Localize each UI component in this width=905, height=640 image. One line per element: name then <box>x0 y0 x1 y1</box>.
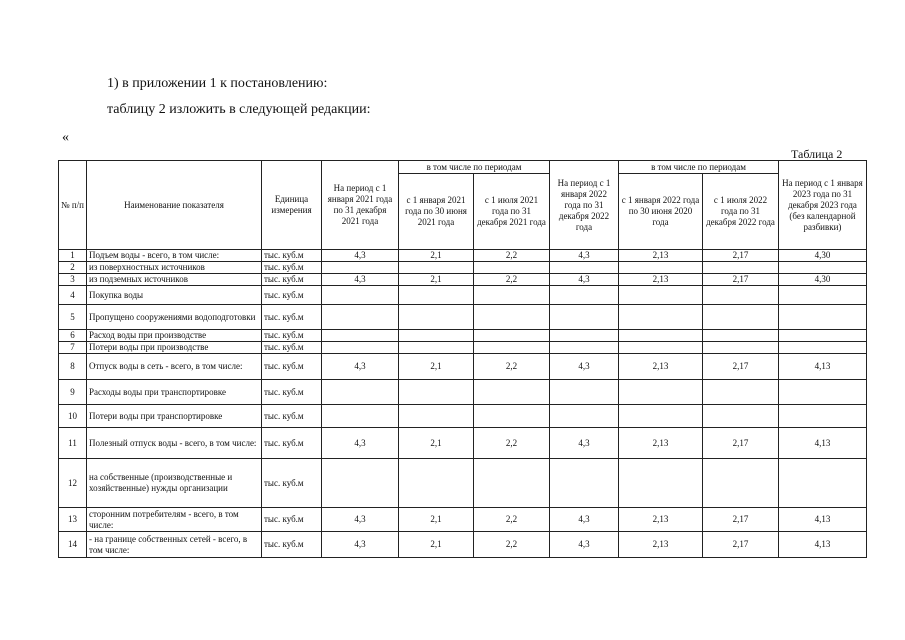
value-cell <box>474 405 550 428</box>
value-cell <box>474 330 550 342</box>
value-cell <box>322 286 399 305</box>
indicator-name: сторонним потребителям - всего, в том числе: <box>87 508 262 532</box>
value-cell: 2,1 <box>399 274 474 286</box>
value-cell <box>779 262 867 274</box>
header-name: Наименование показателя <box>87 161 262 250</box>
header-group-2021: в том числе по периодам <box>399 161 550 174</box>
table-row <box>59 330 867 342</box>
value-cell: 4,30 <box>779 250 867 262</box>
value-cell: 2,13 <box>619 428 703 459</box>
value-cell: 4,3 <box>550 250 619 262</box>
header-2022-first-half: с 1 января 2022 года по 30 июня 2020 года <box>619 174 703 250</box>
value-cell <box>399 305 474 330</box>
unit-cell: тыс. куб.м <box>262 508 322 532</box>
value-cell <box>703 342 779 354</box>
value-cell <box>474 342 550 354</box>
value-cell: 4,13 <box>779 508 867 532</box>
table-row <box>59 286 867 305</box>
header-period-2022: На период с 1 января 2022 года по 31 декабря 2022 года <box>550 161 619 250</box>
value-cell: 2,1 <box>399 428 474 459</box>
table-row <box>59 305 867 330</box>
row-number: 1 <box>59 250 87 262</box>
value-cell <box>550 286 619 305</box>
row-number: 4 <box>59 286 87 305</box>
value-cell <box>619 380 703 405</box>
value-cell <box>550 459 619 508</box>
value-cell <box>703 380 779 405</box>
value-cell <box>322 405 399 428</box>
value-cell <box>779 380 867 405</box>
value-cell: 4,3 <box>550 354 619 380</box>
header-2021-first-half: с 1 января 2021 года по 30 июня 2021 года <box>399 174 474 250</box>
value-cell: 4,3 <box>322 532 399 558</box>
value-cell: 2,1 <box>399 354 474 380</box>
unit-cell: тыс. куб.м <box>262 459 322 508</box>
table-row <box>59 274 867 286</box>
unit-cell: тыс. куб.м <box>262 380 322 405</box>
value-cell <box>550 405 619 428</box>
value-cell <box>322 262 399 274</box>
value-cell: 2,2 <box>474 354 550 380</box>
value-cell <box>550 342 619 354</box>
unit-cell: тыс. куб.м <box>262 428 322 459</box>
value-cell <box>550 305 619 330</box>
unit-cell: тыс. куб.м <box>262 286 322 305</box>
value-cell <box>619 305 703 330</box>
unit-cell: тыс. куб.м <box>262 342 322 354</box>
value-cell: 4,3 <box>550 532 619 558</box>
row-number: 14 <box>59 532 87 558</box>
value-cell: 2,2 <box>474 274 550 286</box>
value-cell: 4,3 <box>322 508 399 532</box>
value-cell <box>399 380 474 405</box>
value-cell <box>550 380 619 405</box>
header-number: № п/п <box>59 161 87 250</box>
value-cell <box>550 262 619 274</box>
indicators-table <box>58 160 867 558</box>
value-cell <box>399 342 474 354</box>
value-cell: 2,17 <box>703 354 779 380</box>
table-row <box>59 262 867 274</box>
value-cell: 4,13 <box>779 354 867 380</box>
unit-cell: тыс. куб.м <box>262 305 322 330</box>
indicator-name: - на границе собственных сетей - всего, в том числе: <box>87 532 262 558</box>
value-cell: 4,13 <box>779 428 867 459</box>
value-cell: 2,1 <box>399 532 474 558</box>
value-cell: 2,17 <box>703 508 779 532</box>
value-cell <box>779 305 867 330</box>
value-cell: 2,13 <box>619 532 703 558</box>
unit-cell: тыс. куб.м <box>262 262 322 274</box>
value-cell: 4,3 <box>550 428 619 459</box>
value-cell <box>399 286 474 305</box>
indicator-name: Потери воды при производстве <box>87 342 262 354</box>
table-caption: Таблица 2 <box>791 147 843 161</box>
value-cell: 4,13 <box>779 532 867 558</box>
value-cell <box>619 286 703 305</box>
value-cell <box>322 305 399 330</box>
row-number: 3 <box>59 274 87 286</box>
value-cell: 2,2 <box>474 428 550 459</box>
value-cell: 4,30 <box>779 274 867 286</box>
indicator-name: из поверхностных источников <box>87 262 262 274</box>
indicator-name: Покупка воды <box>87 286 262 305</box>
value-cell <box>703 262 779 274</box>
value-cell <box>703 286 779 305</box>
value-cell: 2,13 <box>619 250 703 262</box>
value-cell <box>703 405 779 428</box>
value-cell: 2,17 <box>703 274 779 286</box>
value-cell: 2,13 <box>619 274 703 286</box>
value-cell <box>474 459 550 508</box>
value-cell: 4,3 <box>550 508 619 532</box>
value-cell: 2,17 <box>703 428 779 459</box>
value-cell: 4,3 <box>322 354 399 380</box>
table-row <box>59 508 867 532</box>
unit-cell: тыс. куб.м <box>262 250 322 262</box>
value-cell: 4,3 <box>550 274 619 286</box>
value-cell <box>399 459 474 508</box>
indicator-name: Расходы воды при транспортировке <box>87 380 262 405</box>
value-cell: 2,2 <box>474 250 550 262</box>
value-cell <box>474 286 550 305</box>
row-number: 8 <box>59 354 87 380</box>
header-group-2022: в том числе по периодам <box>619 161 779 174</box>
intro-line-2: таблицу 2 изложить в следующей редакции: <box>107 102 371 117</box>
value-cell <box>619 262 703 274</box>
row-number: 6 <box>59 330 87 342</box>
value-cell <box>703 459 779 508</box>
value-cell <box>779 459 867 508</box>
value-cell <box>779 405 867 428</box>
row-number: 11 <box>59 428 87 459</box>
value-cell: 4,3 <box>322 428 399 459</box>
value-cell: 2,17 <box>703 532 779 558</box>
value-cell: 2,1 <box>399 250 474 262</box>
row-number: 10 <box>59 405 87 428</box>
opening-quote: « <box>62 130 69 145</box>
header-period-2023: На период с 1 января 2023 года по 31 декабря 2023 года (без календарной разбивки) <box>779 161 867 250</box>
table-row <box>59 532 867 558</box>
value-cell: 4,3 <box>322 250 399 262</box>
value-cell <box>399 405 474 428</box>
value-cell <box>322 342 399 354</box>
header-unit: Единица измерения <box>262 161 322 250</box>
unit-cell: тыс. куб.м <box>262 354 322 380</box>
header-2021-second-half: с 1 июля 2021 года по 31 декабря 2021 года <box>474 174 550 250</box>
unit-cell: тыс. куб.м <box>262 274 322 286</box>
intro-line-1: 1) в приложении 1 к постановлению: <box>107 76 328 91</box>
indicator-name: из подземных источников <box>87 274 262 286</box>
row-number: 5 <box>59 305 87 330</box>
row-number: 2 <box>59 262 87 274</box>
value-cell <box>399 330 474 342</box>
value-cell: 2,13 <box>619 354 703 380</box>
value-cell <box>474 262 550 274</box>
value-cell <box>619 342 703 354</box>
indicator-name: Отпуск воды в сеть - всего, в том числе: <box>87 354 262 380</box>
value-cell: 2,2 <box>474 532 550 558</box>
indicator-name: Подъем воды - всего, в том числе: <box>87 250 262 262</box>
header-period-2021: На период с 1 января 2021 года по 31 декабря 2021 года <box>322 161 399 250</box>
value-cell <box>703 330 779 342</box>
table-row <box>59 405 867 428</box>
value-cell <box>779 330 867 342</box>
table-row <box>59 380 867 405</box>
value-cell <box>779 286 867 305</box>
indicator-name: Расход воды при производстве <box>87 330 262 342</box>
row-number: 7 <box>59 342 87 354</box>
row-number: 12 <box>59 459 87 508</box>
value-cell <box>550 330 619 342</box>
value-cell <box>703 305 779 330</box>
row-number: 9 <box>59 380 87 405</box>
value-cell <box>779 342 867 354</box>
unit-cell: тыс. куб.м <box>262 330 322 342</box>
value-cell <box>619 459 703 508</box>
table-row <box>59 459 867 508</box>
row-number: 13 <box>59 508 87 532</box>
unit-cell: тыс. куб.м <box>262 405 322 428</box>
value-cell <box>474 305 550 330</box>
indicator-name: Потери воды при транспортировке <box>87 405 262 428</box>
indicator-name: Пропущено сооружениями водоподготовки <box>87 305 262 330</box>
value-cell <box>619 330 703 342</box>
table-row <box>59 428 867 459</box>
value-cell <box>322 380 399 405</box>
table-row <box>59 354 867 380</box>
value-cell: 4,3 <box>322 274 399 286</box>
indicator-name: на собственные (производственные и хозяйственные) нужды организации <box>87 459 262 508</box>
value-cell: 2,17 <box>703 250 779 262</box>
unit-cell: тыс. куб.м <box>262 532 322 558</box>
value-cell <box>399 262 474 274</box>
indicator-name: Полезный отпуск воды - всего, в том числе: <box>87 428 262 459</box>
value-cell: 2,1 <box>399 508 474 532</box>
value-cell <box>474 380 550 405</box>
value-cell: 2,2 <box>474 508 550 532</box>
table-row <box>59 342 867 354</box>
header-2022-second-half: с 1 июля 2022 года по 31 декабря 2022 года <box>703 174 779 250</box>
value-cell <box>619 405 703 428</box>
value-cell: 2,13 <box>619 508 703 532</box>
value-cell <box>322 330 399 342</box>
table-row <box>59 250 867 262</box>
value-cell <box>322 459 399 508</box>
